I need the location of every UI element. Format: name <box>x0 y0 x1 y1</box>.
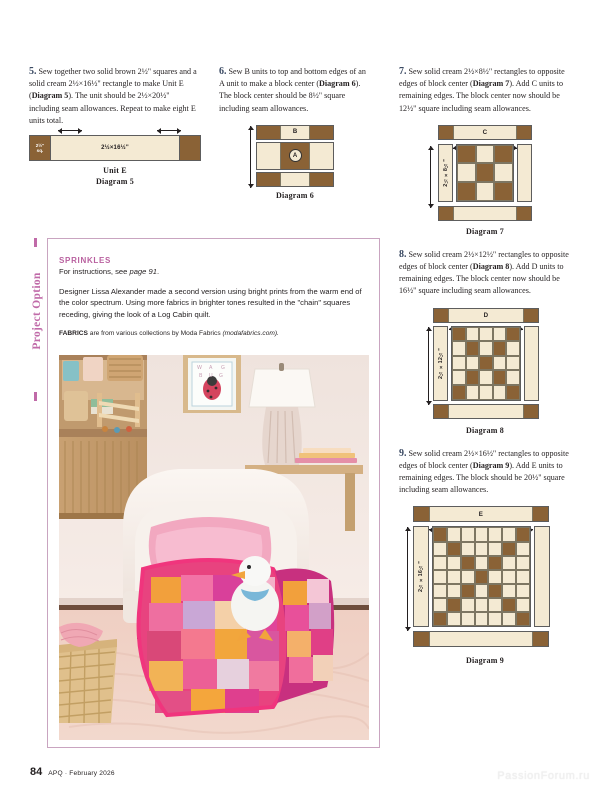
quilt-patch <box>488 612 502 626</box>
d9-top-strip-e <box>413 506 549 522</box>
quilt-patch <box>488 556 502 570</box>
d9-left-strip <box>413 526 429 627</box>
quilt-patch <box>502 598 516 612</box>
quilt-patch <box>475 527 489 541</box>
quilt-patch <box>461 584 475 598</box>
nursery-photo-illustration <box>59 355 369 740</box>
svg-text:A: A <box>209 365 213 371</box>
quilt-patch <box>447 542 461 556</box>
diagram-5 <box>29 135 201 187</box>
d7-frame <box>420 124 550 220</box>
footer-separator: · <box>64 770 68 777</box>
quilt-patch <box>488 570 502 584</box>
quilt-patch <box>461 598 475 612</box>
diagram-7 <box>399 124 571 236</box>
d7-right-strip <box>517 144 532 202</box>
d8-top-strip-d <box>433 308 539 323</box>
quilt-patch <box>452 385 466 400</box>
quilt-patch <box>476 145 495 164</box>
quilt-patch <box>479 327 493 342</box>
quilt-patch <box>447 556 461 570</box>
d7-top-strip-c <box>438 125 532 140</box>
d6-b-unit-bottom <box>256 172 334 187</box>
quilt-patch <box>452 327 466 342</box>
quilt-patch <box>488 527 502 541</box>
quilt-patch <box>502 584 516 598</box>
d8-bottom-strip-d <box>433 404 539 419</box>
step-7-number: 7. <box>399 66 407 77</box>
d9-height-arrow <box>407 527 408 631</box>
quilt-patch <box>488 584 502 598</box>
quilt-patch <box>488 598 502 612</box>
step-9-number: 9. <box>399 447 407 459</box>
quilt-patch <box>475 556 489 570</box>
quilt-patch <box>516 570 530 584</box>
quilt-patch <box>479 385 493 400</box>
step-6: 6. Sew B units to top and bottom edges of an A unit to make a block center (Diagram 6). The block center should be 8½" square including seam allowances. <box>219 66 366 113</box>
quilt-patch <box>502 542 516 556</box>
tab-dash-bottom <box>34 392 37 401</box>
column-middle <box>219 66 371 200</box>
d9-bottom-strip-e <box>413 631 549 647</box>
fabrics-source: (modafabrics.com). <box>222 330 279 337</box>
d8-right-strip <box>524 326 539 401</box>
d7-left-strip <box>438 144 453 202</box>
quilt-patch <box>493 356 507 371</box>
d6-height-arrow <box>250 126 251 188</box>
d8-left-strip <box>433 326 448 401</box>
quilt-patch <box>494 163 513 182</box>
instructions-prefix: For instructions, see <box>59 267 130 276</box>
quilt-patch <box>452 341 466 356</box>
d7-bottom-strip-c <box>438 206 532 221</box>
d5-brown-square-left: 2½" sq. <box>29 135 51 161</box>
d6-b-label: B <box>292 129 298 136</box>
d7-block-center <box>456 144 514 202</box>
d8-side-measure: 2½×12½" <box>437 347 444 379</box>
quilt-patch <box>479 370 493 385</box>
quilt-patch <box>447 527 461 541</box>
svg-text:G: G <box>219 373 223 379</box>
quilt-patch <box>516 584 530 598</box>
quilt-patch <box>457 182 476 201</box>
d7-caption: Diagram 7 <box>465 226 504 236</box>
d9-frame <box>399 505 571 649</box>
d7-strip-label: C <box>482 128 488 136</box>
quilt-patch <box>488 542 502 556</box>
quilt-patch <box>433 527 447 541</box>
d6-a-label: A <box>289 149 302 162</box>
quilt-patch <box>493 341 507 356</box>
quilt-patch <box>475 570 489 584</box>
magazine-name: APQ <box>48 770 63 777</box>
quilt-patch <box>506 385 520 400</box>
quilt-patch <box>516 542 530 556</box>
quilt-patch <box>433 612 447 626</box>
svg-text:B: B <box>199 373 203 379</box>
d5-brown-square-right <box>179 135 201 161</box>
project-option-instructions <box>59 267 159 276</box>
quilt-patch <box>466 341 480 356</box>
quilt-patch <box>461 556 475 570</box>
d7-side-measure: 2½×8½" <box>442 158 449 187</box>
quilt-patch <box>466 327 480 342</box>
quilt-patch <box>494 182 513 201</box>
d8-caption: Diagram 8 <box>465 425 504 435</box>
svg-text:G: G <box>221 365 225 371</box>
column-left <box>29 66 201 187</box>
d9-side-measure: 2½×16½" <box>418 561 424 593</box>
quilt-patch <box>476 182 495 201</box>
d7-height-arrow <box>430 146 431 208</box>
d8-strip-label: D <box>483 311 489 319</box>
quilt-patch <box>475 584 489 598</box>
quilt-patch <box>433 542 447 556</box>
quilt-patch <box>506 341 520 356</box>
page-magazine-issue <box>48 770 115 777</box>
d6-b-unit-top <box>256 125 334 140</box>
quilt-patch <box>479 341 493 356</box>
quilt-patch <box>457 163 476 182</box>
d6-a-unit <box>256 142 334 170</box>
quilt-patch <box>433 556 447 570</box>
quilt-patch <box>506 370 520 385</box>
quilt-patch <box>493 385 507 400</box>
project-option-title: SPRINKLES <box>59 256 112 265</box>
svg-text:U: U <box>209 373 213 379</box>
issue-date: February 2026 <box>69 770 115 777</box>
quilt-patch <box>447 570 461 584</box>
quilt-patch <box>502 527 516 541</box>
quilt-patch <box>447 612 461 626</box>
quilt-patch <box>452 370 466 385</box>
quilt-patch <box>457 145 476 164</box>
svg-text:W: W <box>197 365 202 371</box>
step-5-number: 5. <box>29 66 37 77</box>
quilt-patch <box>466 370 480 385</box>
quilt-patch <box>433 584 447 598</box>
quilt-patch <box>466 385 480 400</box>
quilt-patch <box>506 356 520 371</box>
d5-arrow-right <box>157 130 181 131</box>
quilt-patch <box>516 527 530 541</box>
d9-caption: Diagram 9 <box>465 656 504 666</box>
quilt-patch <box>516 556 530 570</box>
watermark: PassionForum.ru <box>497 770 590 782</box>
quilt-patch <box>493 327 507 342</box>
diagram-6 <box>256 125 334 200</box>
quilt-patch <box>506 327 520 342</box>
step-8: 8. Sew solid cream 2½×12½" rectangles to opposite edges of block center (Diagram 8). Add D units to remaining edges. The block center now should be 16½" square including seam allowances. <box>399 248 569 296</box>
fabrics-label: FABRICS <box>59 330 88 337</box>
quilt-patch <box>516 598 530 612</box>
page-number: 84 <box>30 766 43 778</box>
step-7: 7. Sew solid cream 2½×8½" rectangles to opposite edges of block center (Diagram 7). Add C units to remaining edges. The block center now should be 12½" square including seam allowances. <box>399 66 565 113</box>
quilt-patch <box>475 598 489 612</box>
quilt-patch <box>494 145 513 164</box>
step-6-number: 6. <box>219 66 227 77</box>
project-option-body: Designer Lissa Alexander made a second version using bright prints from the warm end of the color spectrum. Using more fabrics in brighter tones resulted in the "chain" squares receding, giving the look of a Log Cabin quilt. <box>59 287 362 319</box>
diagram-9 <box>399 505 571 665</box>
instructions-suffix: . <box>156 267 160 276</box>
quilt-patch <box>516 612 530 626</box>
quilt-patch <box>502 612 516 626</box>
quilt-patch <box>461 570 475 584</box>
quilt-patch <box>433 598 447 612</box>
quilt-patch <box>452 356 466 371</box>
quilt-patch <box>466 356 480 371</box>
quilt-patch <box>493 370 507 385</box>
d5-caption: Unit E Diagram 5 <box>95 166 134 186</box>
quilt-patch <box>461 542 475 556</box>
page-footer <box>30 766 115 778</box>
quilt-patch <box>502 556 516 570</box>
quilt-patch <box>476 163 495 182</box>
d9-right-strip <box>534 526 550 627</box>
column-right <box>399 66 571 665</box>
quilt-patch <box>461 527 475 541</box>
quilt-patch <box>479 356 493 371</box>
d6-caption: Diagram 6 <box>275 190 314 200</box>
d5-cream-rectangle <box>51 135 179 161</box>
project-option-tab-label: Project Option <box>31 272 43 350</box>
project-option-photo <box>59 355 369 740</box>
quilt-patch <box>447 598 461 612</box>
d9-strip-label: E <box>478 510 484 518</box>
quilt-patch <box>461 612 475 626</box>
quilt-patch <box>447 584 461 598</box>
project-option-fabrics <box>59 330 367 337</box>
quilt-patch <box>433 570 447 584</box>
d8-height-arrow <box>428 327 429 405</box>
d5-arrow-left <box>58 130 82 131</box>
quilt-patch <box>475 542 489 556</box>
step-8-number: 8. <box>399 248 407 260</box>
d8-frame <box>420 307 550 419</box>
step-5: 5. Sew together two solid brown 2½" squares and a solid cream 2½×16½" rectangle to make Unit E (Diagram 5). The unit should be 2½×20½" including seam allowances. Repeat to make eight E units total. <box>29 66 197 125</box>
instructions-page-ref[interactable]: page 91 <box>129 267 157 276</box>
project-option-tab <box>22 240 48 400</box>
d5-bar-label: 2½×16½" <box>101 145 129 152</box>
d8-block-center <box>451 326 521 401</box>
d9-block-center <box>432 526 531 627</box>
fabrics-text: are from various collections by Moda Fabrics <box>87 330 223 337</box>
quilt-patch <box>475 612 489 626</box>
diagram-8 <box>399 307 571 435</box>
step-9: 9. Sew solid cream 2½×16½" rectangles to opposite edges of block center (Diagram 9). Add E units to remaining edges. The block should be 20½" square including seam allowances. <box>399 447 569 495</box>
quilt-patch <box>502 570 516 584</box>
